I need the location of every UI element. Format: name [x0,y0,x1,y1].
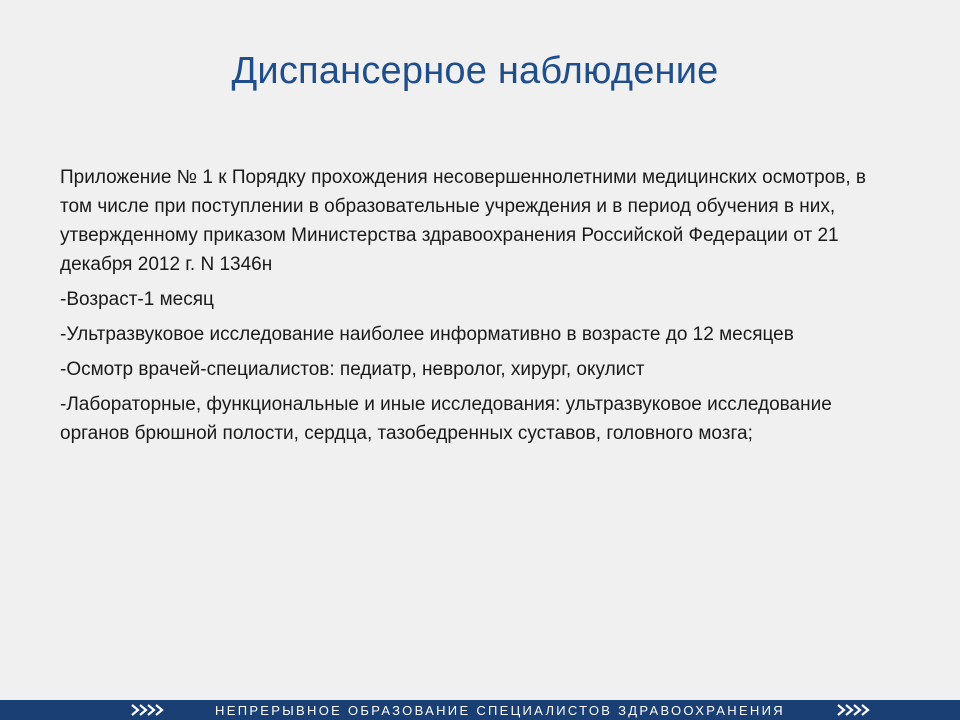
order-reference-paragraph: Приложение № 1 к Порядку прохождения несовершеннолетними медицинских осмотров, в том числе при поступлении в образовательные учреждения и в период обучения в них, утвержденному приказом Министерства здравоохранения Российской Федерации от 21 декабря 2012 г. N 1346н [60,167,867,275]
laboratory-item: -Лабораторные, функциональные и иные исследования: ультразвуковое исследование органов брюшной полости, сердца, тазобедренных суставов, головного мозга; [60,394,832,444]
specialists-item: -Осмотр врачей-специалистов: педиатр, невролог, хирург, окулист [60,359,645,380]
slide-title: Диспансерное наблюдение [231,50,719,92]
age-item: -Возраст-1 месяц [60,289,214,310]
slide-body [60,163,900,454]
double-chevron-right-icon [130,700,164,720]
footer-bar [0,700,960,720]
footer-text: НЕПРЕРЫВНОЕ ОБРАЗОВАНИЕ СПЕЦИАЛИСТОВ ЗДРАВООХРАНЕНИЯ [215,702,785,718]
double-chevron-right-icon [836,700,870,720]
ultrasound-item: -Ультразвуковое исследование наиболее информативно в возрасте до 12 месяцев [60,324,794,345]
